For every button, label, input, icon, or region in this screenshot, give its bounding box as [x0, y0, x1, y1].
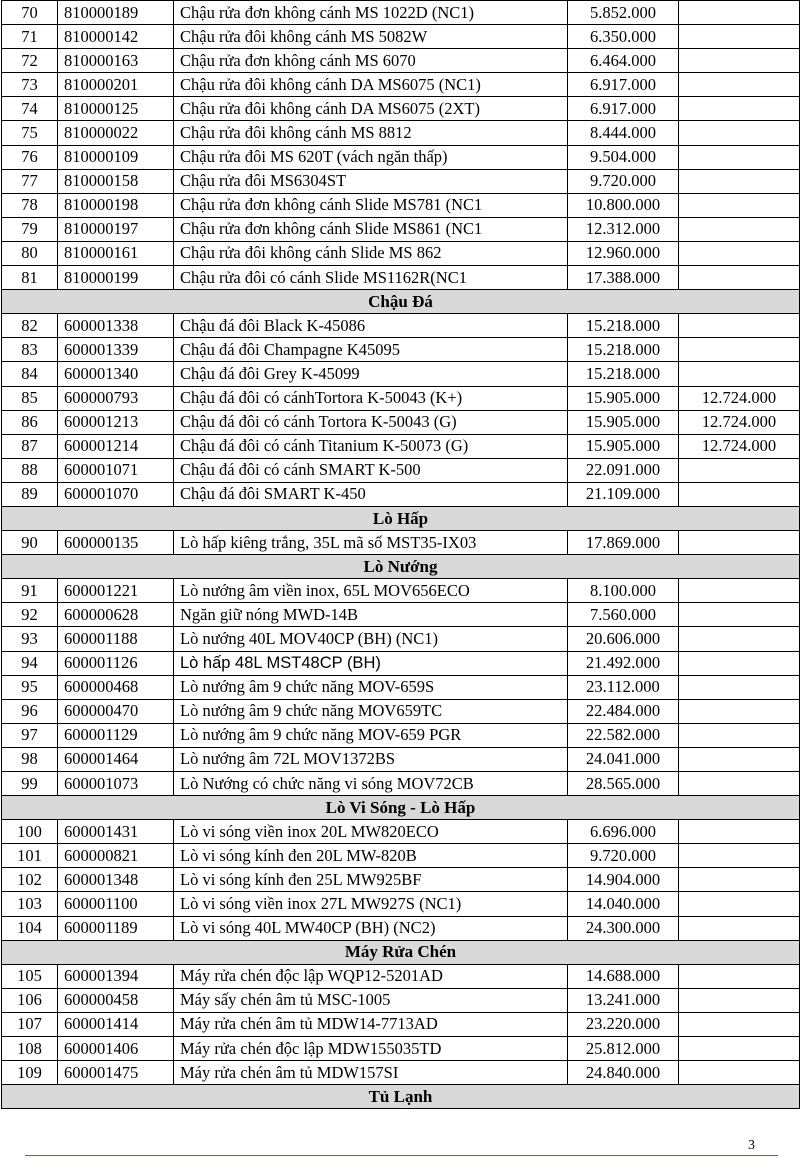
row-number: 96 [2, 699, 58, 723]
product-code: 600001340 [58, 362, 174, 386]
table-row [2, 651, 800, 675]
product-code: 600001071 [58, 458, 174, 482]
product-name: Ngăn giữ nóng MWD-14B [174, 603, 568, 627]
list-price: 21.492.000 [568, 651, 679, 675]
product-name: Chậu rửa đôi không cánh DA MS6075 (2XT) [174, 97, 568, 121]
product-name: Chậu rửa đôi không cánh MS 8812 [174, 121, 568, 145]
list-price: 12.960.000 [568, 241, 679, 265]
product-code: 810000161 [58, 241, 174, 265]
product-name: Lò Nướng có chức năng vi sóng MOV72CB [174, 772, 568, 796]
product-name: Chậu đá đôi SMART K-450 [174, 482, 568, 506]
product-name: Máy rửa chén độc lập MDW155035TD [174, 1037, 568, 1061]
table-row [2, 1037, 800, 1061]
table-row [2, 338, 800, 362]
product-name: Chậu đá đôi Grey K-45099 [174, 362, 568, 386]
promo-price [679, 338, 800, 362]
product-name: Máy rửa chén âm tủ MDW157SI [174, 1061, 568, 1085]
table-row [2, 868, 800, 892]
row-number: 109 [2, 1061, 58, 1085]
list-price: 14.688.000 [568, 964, 679, 988]
product-code: 600001338 [58, 314, 174, 338]
table-row [2, 241, 800, 265]
promo-price [679, 916, 800, 940]
row-number: 95 [2, 675, 58, 699]
table-row [2, 434, 800, 458]
list-price: 8.444.000 [568, 121, 679, 145]
table-row [2, 193, 800, 217]
promo-price [679, 820, 800, 844]
row-number: 81 [2, 266, 58, 290]
table-row [2, 145, 800, 169]
promo-price [679, 579, 800, 603]
list-price: 8.100.000 [568, 579, 679, 603]
list-price: 17.869.000 [568, 531, 679, 555]
row-number: 86 [2, 410, 58, 434]
promo-price [679, 169, 800, 193]
product-code: 600000821 [58, 844, 174, 868]
product-name: Chậu rửa đôi có cánh Slide MS1162R(NC1 [174, 266, 568, 290]
promo-price [679, 266, 800, 290]
section-title: Lò Hấp [2, 506, 800, 530]
product-name: Chậu rửa đơn không cánh MS 1022D (NC1) [174, 1, 568, 25]
row-number: 71 [2, 25, 58, 49]
product-code: 600001406 [58, 1037, 174, 1061]
product-code: 810000189 [58, 1, 174, 25]
product-name: Chậu đá đôi có cánh Titanium K-50073 (G) [174, 434, 568, 458]
product-name: Lò vi sóng kính đen 20L MW-820B [174, 844, 568, 868]
row-number: 93 [2, 627, 58, 651]
product-name: Chậu đá đôi Champagne K45095 [174, 338, 568, 362]
table-row [2, 1, 800, 25]
row-number: 84 [2, 362, 58, 386]
promo-price [679, 145, 800, 169]
row-number: 79 [2, 217, 58, 241]
section-header-row [2, 940, 800, 964]
list-price: 6.917.000 [568, 97, 679, 121]
product-code: 600001348 [58, 868, 174, 892]
table-row [2, 579, 800, 603]
list-price: 24.840.000 [568, 1061, 679, 1085]
promo-price [679, 217, 800, 241]
product-name: Máy rửa chén âm tủ MDW14-7713AD [174, 1012, 568, 1036]
row-number: 88 [2, 458, 58, 482]
section-title: Chậu Đá [2, 290, 800, 314]
row-number: 83 [2, 338, 58, 362]
product-code: 600001189 [58, 916, 174, 940]
product-code: 600001339 [58, 338, 174, 362]
row-number: 98 [2, 747, 58, 771]
row-number: 92 [2, 603, 58, 627]
product-code: 810000201 [58, 73, 174, 97]
promo-price [679, 1012, 800, 1036]
promo-price [679, 314, 800, 338]
list-price: 7.560.000 [568, 603, 679, 627]
promo-price [679, 988, 800, 1012]
row-number: 72 [2, 49, 58, 73]
product-code: 600000628 [58, 603, 174, 627]
row-number: 104 [2, 916, 58, 940]
promo-price [679, 627, 800, 651]
product-code: 600001100 [58, 892, 174, 916]
product-code: 810000142 [58, 25, 174, 49]
promo-price [679, 868, 800, 892]
list-price: 15.905.000 [568, 410, 679, 434]
product-code: 600000793 [58, 386, 174, 410]
list-price: 24.300.000 [568, 916, 679, 940]
product-name: Lò nướng âm 9 chức năng MOV659TC [174, 699, 568, 723]
row-number: 76 [2, 145, 58, 169]
list-price: 14.040.000 [568, 892, 679, 916]
product-code: 600001213 [58, 410, 174, 434]
product-code: 810000109 [58, 145, 174, 169]
table-row [2, 531, 800, 555]
product-code: 600001070 [58, 482, 174, 506]
product-code: 600000470 [58, 699, 174, 723]
list-price: 15.905.000 [568, 386, 679, 410]
table-row [2, 892, 800, 916]
list-price: 10.800.000 [568, 193, 679, 217]
list-price: 15.218.000 [568, 314, 679, 338]
row-number: 103 [2, 892, 58, 916]
product-name: Lò vi sóng 40L MW40CP (BH) (NC2) [174, 916, 568, 940]
promo-price [679, 49, 800, 73]
row-number: 108 [2, 1037, 58, 1061]
row-number: 74 [2, 97, 58, 121]
promo-price [679, 73, 800, 97]
list-price: 15.218.000 [568, 338, 679, 362]
product-code: 600001129 [58, 723, 174, 747]
row-number: 99 [2, 772, 58, 796]
product-name: Chậu đá đôi Black K-45086 [174, 314, 568, 338]
row-number: 82 [2, 314, 58, 338]
section-title: Lò Vi Sóng - Lò Hấp [2, 796, 800, 820]
table-row [2, 699, 800, 723]
table-row [2, 988, 800, 1012]
promo-price [679, 25, 800, 49]
list-price: 5.852.000 [568, 1, 679, 25]
table-row [2, 482, 800, 506]
table-row [2, 217, 800, 241]
product-code: 810000198 [58, 193, 174, 217]
product-name: Chậu đá đôi có cánh Tortora K-50043 (G) [174, 410, 568, 434]
promo-price [679, 651, 800, 675]
row-number: 73 [2, 73, 58, 97]
list-price: 9.504.000 [568, 145, 679, 169]
table-row [2, 386, 800, 410]
promo-price [679, 844, 800, 868]
list-price: 14.904.000 [568, 868, 679, 892]
promo-price [679, 531, 800, 555]
product-code: 600001394 [58, 964, 174, 988]
list-price: 12.312.000 [568, 217, 679, 241]
product-code: 600001073 [58, 772, 174, 796]
promo-price [679, 675, 800, 699]
product-name: Chậu rửa đôi MS 620T (vách ngăn thấp) [174, 145, 568, 169]
product-code: 600001475 [58, 1061, 174, 1085]
product-name: Chậu rửa đơn không cánh Slide MS781 (NC1 [174, 193, 568, 217]
list-price: 20.606.000 [568, 627, 679, 651]
product-code: 600001126 [58, 651, 174, 675]
list-price: 9.720.000 [568, 169, 679, 193]
row-number: 89 [2, 482, 58, 506]
promo-price: 12.724.000 [679, 386, 800, 410]
product-name: Chậu rửa đơn không cánh MS 6070 [174, 49, 568, 73]
table-row [2, 747, 800, 771]
footer-divider [25, 1155, 778, 1156]
promo-price: 12.724.000 [679, 434, 800, 458]
product-code: 600001464 [58, 747, 174, 771]
table-row [2, 675, 800, 699]
table-row [2, 820, 800, 844]
table-row [2, 916, 800, 940]
section-header-row [2, 796, 800, 820]
table-row [2, 97, 800, 121]
row-number: 75 [2, 121, 58, 145]
promo-price: 12.724.000 [679, 410, 800, 434]
list-price: 24.041.000 [568, 747, 679, 771]
table-row [2, 844, 800, 868]
row-number: 80 [2, 241, 58, 265]
product-name: Máy sấy chén âm tủ MSC-1005 [174, 988, 568, 1012]
table-row [2, 1061, 800, 1085]
product-code: 600001414 [58, 1012, 174, 1036]
table-row [2, 410, 800, 434]
product-code: 810000163 [58, 49, 174, 73]
list-price: 6.917.000 [568, 73, 679, 97]
page-number: 3 [748, 1138, 755, 1153]
promo-price [679, 747, 800, 771]
list-price: 22.484.000 [568, 699, 679, 723]
product-name: Lò nướng âm 9 chức năng MOV-659 PGR [174, 723, 568, 747]
list-price: 15.218.000 [568, 362, 679, 386]
product-name: Máy rửa chén độc lập WQP12-5201AD [174, 964, 568, 988]
product-name: Chậu rửa đôi không cánh DA MS6075 (NC1) [174, 73, 568, 97]
product-name: Chậu rửa đôi không cánh Slide MS 862 [174, 241, 568, 265]
product-name: Lò nướng âm 72L MOV1372BS [174, 747, 568, 771]
list-price: 22.091.000 [568, 458, 679, 482]
promo-price [679, 892, 800, 916]
table-row [2, 772, 800, 796]
product-code: 810000125 [58, 97, 174, 121]
promo-price [679, 193, 800, 217]
table-row [2, 169, 800, 193]
table-row [2, 627, 800, 651]
product-code: 600001188 [58, 627, 174, 651]
list-price: 9.720.000 [568, 844, 679, 868]
table-row [2, 314, 800, 338]
promo-price [679, 121, 800, 145]
product-name: Lò vi sóng viền inox 20L MW820ECO [174, 820, 568, 844]
table-row [2, 49, 800, 73]
row-number: 107 [2, 1012, 58, 1036]
product-name: Lò vi sóng viền inox 27L MW927S (NC1) [174, 892, 568, 916]
promo-price [679, 1, 800, 25]
table-row [2, 73, 800, 97]
list-price: 6.464.000 [568, 49, 679, 73]
product-code: 810000199 [58, 266, 174, 290]
section-title: Tủ Lạnh [2, 1085, 800, 1109]
promo-price [679, 1061, 800, 1085]
row-number: 101 [2, 844, 58, 868]
table-row [2, 121, 800, 145]
product-code: 600000135 [58, 531, 174, 555]
product-code: 810000197 [58, 217, 174, 241]
product-name: Lò hấp kiêng trắng, 35L mã số MST35-IX03 [174, 531, 568, 555]
row-number: 106 [2, 988, 58, 1012]
table-row [2, 362, 800, 386]
product-name: Lò nướng âm 9 chức năng MOV-659S [174, 675, 568, 699]
product-name: Lò nướng 40L MOV40CP (BH) (NC1) [174, 627, 568, 651]
promo-price [679, 458, 800, 482]
product-code: 810000022 [58, 121, 174, 145]
product-code: 600001221 [58, 579, 174, 603]
row-number: 102 [2, 868, 58, 892]
list-price: 23.220.000 [568, 1012, 679, 1036]
list-price: 15.905.000 [568, 434, 679, 458]
product-code: 600001431 [58, 820, 174, 844]
price-list-table [1, 0, 800, 1109]
row-number: 100 [2, 820, 58, 844]
section-header-row [2, 506, 800, 530]
table-row [2, 458, 800, 482]
row-number: 105 [2, 964, 58, 988]
row-number: 94 [2, 651, 58, 675]
row-number: 77 [2, 169, 58, 193]
price-list-body [2, 1, 800, 1109]
product-code: 600000468 [58, 675, 174, 699]
product-name: Chậu đá đôi có cánhTortora K-50043 (K+) [174, 386, 568, 410]
list-price: 17.388.000 [568, 266, 679, 290]
row-number: 85 [2, 386, 58, 410]
table-row [2, 1012, 800, 1036]
list-price: 6.696.000 [568, 820, 679, 844]
table-row [2, 266, 800, 290]
list-price: 25.812.000 [568, 1037, 679, 1061]
row-number: 90 [2, 531, 58, 555]
product-code: 600000458 [58, 988, 174, 1012]
row-number: 91 [2, 579, 58, 603]
row-number: 70 [2, 1, 58, 25]
product-name: Lò hấp 48L MST48CP (BH) [174, 651, 568, 675]
table-row [2, 723, 800, 747]
list-price: 6.350.000 [568, 25, 679, 49]
row-number: 97 [2, 723, 58, 747]
promo-price [679, 964, 800, 988]
promo-price [679, 772, 800, 796]
product-name: Lò nướng âm viền inox, 65L MOV656ECO [174, 579, 568, 603]
product-name: Chậu rửa đôi MS6304ST [174, 169, 568, 193]
section-title: Lò Nướng [2, 555, 800, 579]
product-name: Lò vi sóng kính đen 25L MW925BF [174, 868, 568, 892]
list-price: 21.109.000 [568, 482, 679, 506]
section-header-row [2, 290, 800, 314]
product-name: Chậu rửa đôi không cánh MS 5082W [174, 25, 568, 49]
promo-price [679, 97, 800, 121]
section-header-row [2, 555, 800, 579]
list-price: 23.112.000 [568, 675, 679, 699]
promo-price [679, 603, 800, 627]
list-price: 22.582.000 [568, 723, 679, 747]
promo-price [679, 241, 800, 265]
list-price: 13.241.000 [568, 988, 679, 1012]
product-code: 810000158 [58, 169, 174, 193]
section-header-row [2, 1085, 800, 1109]
row-number: 87 [2, 434, 58, 458]
table-row [2, 964, 800, 988]
row-number: 78 [2, 193, 58, 217]
product-name: Chậu rửa đơn không cánh Slide MS861 (NC1 [174, 217, 568, 241]
product-code: 600001214 [58, 434, 174, 458]
table-row [2, 603, 800, 627]
promo-price [679, 1037, 800, 1061]
promo-price [679, 699, 800, 723]
product-name: Chậu đá đôi có cánh SMART K-500 [174, 458, 568, 482]
section-title: Máy Rửa Chén [2, 940, 800, 964]
list-price: 28.565.000 [568, 772, 679, 796]
promo-price [679, 482, 800, 506]
promo-price [679, 723, 800, 747]
table-row [2, 25, 800, 49]
promo-price [679, 362, 800, 386]
